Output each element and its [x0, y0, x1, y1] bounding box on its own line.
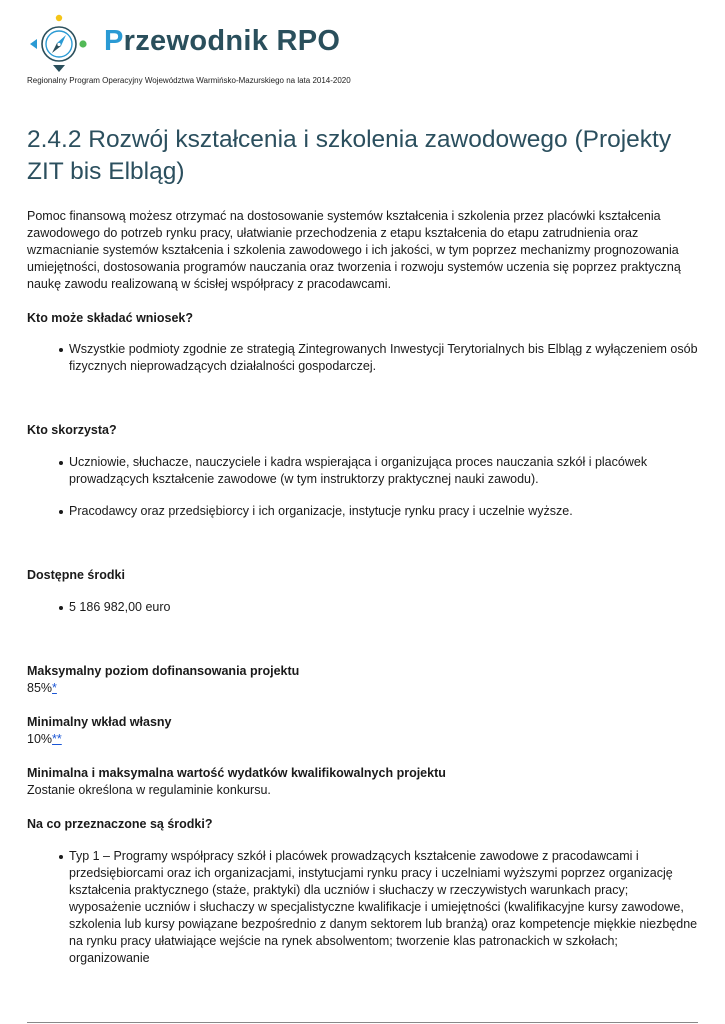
funds-label: Dostępne środki: [27, 568, 125, 582]
page-title: 2.4.2 Rozwój kształcenia i szkolenia zawodowego (Projekty ZIT bis Elbląg): [27, 126, 672, 185]
max-cofinancing-value: [27, 680, 699, 697]
eligible-expenses-label: Minimalna i maksymalna wartość wydatków kwalifikowalnych projektu: [27, 766, 446, 780]
header: [27, 14, 707, 74]
min-contribution-percent: 10%: [27, 732, 53, 746]
compass-logo-icon: [27, 14, 91, 74]
applicants-label: Kto może składać wniosek?: [27, 311, 194, 325]
eligible-expenses-value: Zostanie określona w regulaminie konkursu.: [27, 783, 271, 797]
max-cofinancing-label: Maksymalny poziom dofinansowania projektu: [27, 664, 300, 678]
min-contribution-value: [27, 731, 699, 748]
program-subtitle: Regionalny Program Operacyjny Województwa Warmińsko-Mazurskiego na lata 2014-2020: [27, 76, 351, 85]
list-item: Pracodawcy oraz przedsiębiorcy i ich organizacje, instytucje rynku pracy i uczelnie wyższe.: [69, 503, 699, 520]
min-contribution-label: Minimalny wkład własny: [27, 715, 172, 729]
max-cofinancing-percent: 85%: [27, 681, 53, 695]
funds-list: [27, 599, 699, 616]
beneficiaries-list: [27, 454, 699, 520]
purpose-list: [27, 848, 699, 967]
main-content: [27, 124, 699, 967]
page-divider: [27, 1022, 698, 1023]
list-item: Typ 1 – Programy współpracy szkół i placówek prowadzących kształcenie zawodowe z pracodawcami i przedsiębiorcami oraz ich organizacjami, instytucjami rynku pracy i uczelniami wyższymi poprzez organizację kształcenia praktycznego (staże, praktyki) dla uczniów i słuchaczy w rzeczywistych warunkach pracy; wyposażenie uczniów i słuchaczy w specjalistyczne kwalifikacje i umiejętności (kwalifikacyjne kursy zawodowe, szkolenia lub kursy powiązane bezpośrednio z danym sektorem lub branżą) oraz kompetencje miękkie niezbędne na rynku pracy ułatwiające wejście na rynek absolwentom; tworzenie klas patronackich w szkołach; organizowanie: [69, 849, 698, 965]
list-item: Wszystkie podmioty zgodnie ze strategią Zintegrowanych Inwestycji Terytorialnych bis Elbląg z wyłączeniem osób fizycznych nieprowadzących działalności gospodarczej.: [69, 342, 698, 373]
beneficiaries-label: Kto skorzysta?: [27, 423, 117, 437]
footnote-link[interactable]: *: [52, 681, 57, 695]
list-item: 5 186 982,00 euro: [69, 599, 699, 616]
brand-letter: P: [104, 25, 124, 57]
purpose-label: Na co przeznaczone są środki?: [27, 817, 213, 831]
list-item: Uczniowie, słuchacze, nauczyciele i kadra wspierająca i organizująca proces nauczania szkół i placówek prowadzących kształcenie zawodowe (w tym instruktorzy praktycznej nauki zawodu).: [69, 454, 699, 488]
brand-name: [104, 25, 340, 58]
applicants-list: [27, 341, 699, 375]
intro-paragraph: Pomoc finansową możesz otrzymać na dostosowanie systemów kształcenia i szkolenia przez placówki kształcenia zawodowego do potrzeb rynku pracy, ułatwianie przechodzenia z etapu kształcenia do etapu zatrudnienia oraz wzmacnianie systemów kształcenia i szkolenia zawodowego i ich jakości, w tym poprzez mechanizmy prognozowania umiejętności, dostosowania programów nauczania oraz tworzenia i rozwoju systemów uczenia się poprzez praktyczną naukę zawodu realizowaną w ścisłej współpracy z pracodawcami.: [27, 209, 681, 291]
footnote-link[interactable]: **: [52, 732, 62, 746]
brand-rest: rzewodnik RPO: [123, 25, 341, 57]
